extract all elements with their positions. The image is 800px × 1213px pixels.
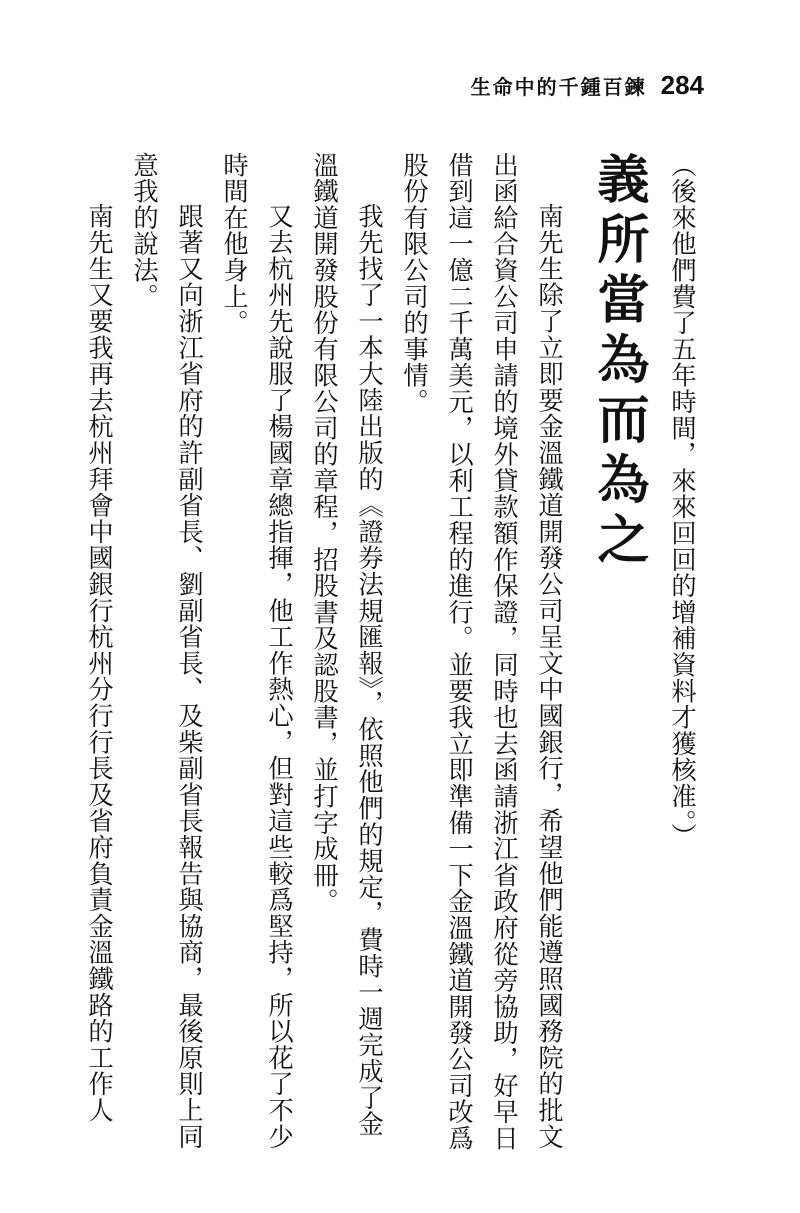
vertical-text-body: [85, 152, 705, 1152]
paragraph: 我先找了一本大陸出版的《證券法規匯報》，依照他們的規定，費時一週完成了金溫鐵道開發股份有限公司的章程，招股書及認股書，並打字成冊。: [310, 152, 384, 1137]
page-number: 284: [660, 70, 704, 100]
editorial-note: （後來他們費了五年時間，來來回回的增補資料才獲核准。）: [668, 152, 697, 850]
paragraph: 南先生除了立即要金溫鐵道開發公司呈文中國銀行，希望他們能遵照國務院的批文出函給合資公司申請的境外貸款額作保證，同時也去函請浙江省政府從旁協助，好早日借到這一億二千萬美元，以利工程的進行。並要我立即準備一下金溫鐵道開發公司改爲股份有限公司的事情。: [400, 152, 564, 1152]
chapter-title: 義所當為而為之: [588, 152, 649, 572]
paragraph: 又去杭州先說服了楊國章總指揮，他工作熱心，但對這些較爲堅持，所以花了不少時間在他身上。: [220, 152, 294, 1150]
paragraph: 跟著又向浙江省府的許副省長、劉副省長、及柴副省長報告與協商，最後原則上同意我的說法。: [130, 152, 204, 1150]
running-header: [471, 70, 704, 101]
book-title: 生命中的千鍾百鍊: [470, 75, 647, 99]
paragraph: 南先生又要我再去杭州拜會中國銀行杭州分行行長及省府負責金溫鐵路的工作人: [85, 202, 114, 1124]
